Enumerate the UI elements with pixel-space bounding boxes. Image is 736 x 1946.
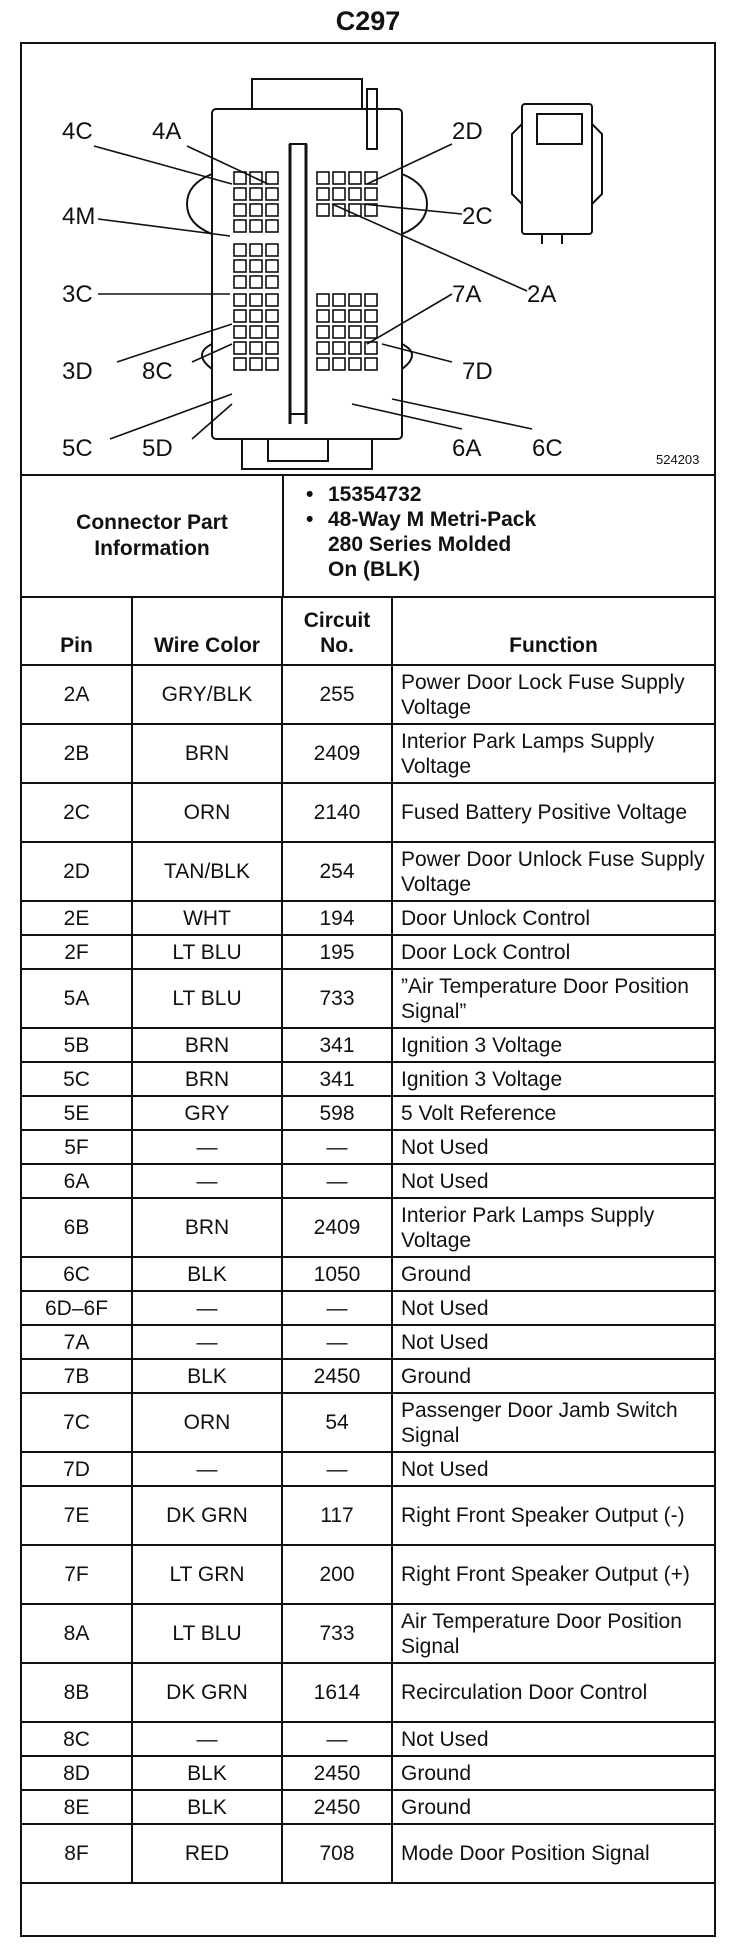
function-cell: Interior Park Lamps Supply Voltage bbox=[392, 1198, 714, 1257]
part-info-list bbox=[284, 476, 714, 596]
terminal-cavity bbox=[266, 294, 278, 306]
callout-2d: 2D bbox=[452, 118, 483, 145]
terminal-cavity bbox=[266, 342, 278, 354]
terminal-cavity bbox=[250, 310, 262, 322]
terminal-cavity bbox=[349, 188, 361, 200]
function-cell: Power Door Unlock Fuse Supply Voltage bbox=[392, 842, 714, 901]
wire-color-cell: DK GRN bbox=[132, 1486, 282, 1545]
terminal-cavity bbox=[349, 294, 361, 306]
terminal-cavity bbox=[266, 244, 278, 256]
function-cell: Not Used bbox=[392, 1452, 714, 1486]
function-cell: Right Front Speaker Output (-) bbox=[392, 1486, 714, 1545]
terminal-cavity bbox=[266, 310, 278, 322]
function-cell: Ignition 3 Voltage bbox=[392, 1028, 714, 1062]
terminal-cavity bbox=[266, 172, 278, 184]
terminal-cavity bbox=[317, 204, 329, 216]
circuit-no-cell: 733 bbox=[282, 1604, 392, 1663]
function-cell: Ground bbox=[392, 1756, 714, 1790]
pin-cell: 5E bbox=[22, 1096, 132, 1130]
function-cell: Fused Battery Positive Voltage bbox=[392, 783, 714, 842]
circuit-no-cell: — bbox=[282, 1130, 392, 1164]
wire-color-cell: LT BLU bbox=[132, 1604, 282, 1663]
terminal-cavity bbox=[333, 342, 345, 354]
connector-part-information bbox=[22, 474, 714, 598]
table-row bbox=[22, 901, 714, 935]
terminal-cavity bbox=[365, 188, 377, 200]
wire-color-cell: — bbox=[132, 1325, 282, 1359]
terminal-cavity bbox=[266, 260, 278, 272]
pin-cell: 2F bbox=[22, 935, 132, 969]
terminal-cavity bbox=[317, 294, 329, 306]
table-row bbox=[22, 1452, 714, 1486]
wire-color-cell: BLK bbox=[132, 1790, 282, 1824]
terminal-cavity bbox=[349, 342, 361, 354]
terminal-cavity bbox=[234, 172, 246, 184]
circuit-no-cell: 1050 bbox=[282, 1257, 392, 1291]
terminal-cavity bbox=[234, 276, 246, 288]
terminal-cavity bbox=[250, 326, 262, 338]
function-cell: 5 Volt Reference bbox=[392, 1096, 714, 1130]
table-row bbox=[22, 1790, 714, 1824]
pin-cell: 8B bbox=[22, 1663, 132, 1722]
pin-cell: 8C bbox=[22, 1722, 132, 1756]
table-row bbox=[22, 1198, 714, 1257]
function-cell: Passenger Door Jamb Switch Signal bbox=[392, 1393, 714, 1452]
pin-cell: 5F bbox=[22, 1130, 132, 1164]
wire-color-cell: BRN bbox=[132, 1028, 282, 1062]
table-row bbox=[22, 783, 714, 842]
wire-color-cell: LT GRN bbox=[132, 1545, 282, 1604]
wire-color-cell: LT BLU bbox=[132, 935, 282, 969]
terminal-cavity bbox=[333, 310, 345, 322]
terminal-cavity bbox=[250, 358, 262, 370]
wire-color-cell: — bbox=[132, 1291, 282, 1325]
connector-sheet bbox=[20, 42, 716, 1937]
table-row bbox=[22, 1756, 714, 1790]
circuit-no-cell: 341 bbox=[282, 1028, 392, 1062]
circuit-no-cell: 54 bbox=[282, 1393, 392, 1452]
terminal-cavity bbox=[317, 172, 329, 184]
circuit-no-cell: 708 bbox=[282, 1824, 392, 1883]
terminal-cavity bbox=[266, 326, 278, 338]
table-row bbox=[22, 1291, 714, 1325]
table-row bbox=[22, 1663, 714, 1722]
header-wire-color: Wire Color bbox=[132, 598, 282, 665]
terminal-cavity bbox=[317, 358, 329, 370]
header-circuit-no: Circuit No. bbox=[282, 598, 392, 665]
terminal-cavity bbox=[333, 172, 345, 184]
circuit-no-cell: 2140 bbox=[282, 783, 392, 842]
table-row bbox=[22, 1325, 714, 1359]
callout-7a: 7A bbox=[452, 281, 482, 308]
table-row bbox=[22, 1359, 714, 1393]
callout-7d: 7D bbox=[462, 358, 493, 385]
table-row bbox=[22, 665, 714, 724]
terminal-cavity bbox=[250, 276, 262, 288]
wire-color-cell: GRY/BLK bbox=[132, 665, 282, 724]
circuit-no-cell: 200 bbox=[282, 1545, 392, 1604]
table-row bbox=[22, 969, 714, 1028]
wire-color-cell: — bbox=[132, 1130, 282, 1164]
circuit-no-cell: 341 bbox=[282, 1062, 392, 1096]
pinout-table bbox=[22, 598, 714, 1884]
circuit-no-cell: — bbox=[282, 1325, 392, 1359]
wire-color-cell: — bbox=[132, 1722, 282, 1756]
pin-cell: 5C bbox=[22, 1062, 132, 1096]
pin-cell: 8F bbox=[22, 1824, 132, 1883]
function-cell: Not Used bbox=[392, 1325, 714, 1359]
pin-cell: 7B bbox=[22, 1359, 132, 1393]
wire-color-cell: BLK bbox=[132, 1257, 282, 1291]
pin-cell: 2D bbox=[22, 842, 132, 901]
pin-cell: 2E bbox=[22, 901, 132, 935]
terminal-cavity bbox=[234, 220, 246, 232]
terminal-cavity bbox=[250, 342, 262, 354]
function-cell: Interior Park Lamps Supply Voltage bbox=[392, 724, 714, 783]
terminal-cavity bbox=[234, 260, 246, 272]
callout-6a: 6A bbox=[452, 435, 482, 462]
pin-cell: 6A bbox=[22, 1164, 132, 1198]
circuit-no-cell: 255 bbox=[282, 665, 392, 724]
header-function: Function bbox=[392, 598, 714, 665]
circuit-no-cell: 2450 bbox=[282, 1756, 392, 1790]
terminal-cavity bbox=[365, 310, 377, 322]
wire-color-cell: WHT bbox=[132, 901, 282, 935]
function-cell: Not Used bbox=[392, 1291, 714, 1325]
terminal-cavity bbox=[234, 244, 246, 256]
pin-cell: 8A bbox=[22, 1604, 132, 1663]
pin-cell: 5A bbox=[22, 969, 132, 1028]
function-cell: Recirculation Door Control bbox=[392, 1663, 714, 1722]
terminal-cavity bbox=[333, 326, 345, 338]
callout-6c: 6C bbox=[532, 435, 563, 462]
table-row bbox=[22, 1545, 714, 1604]
circuit-no-cell: 1614 bbox=[282, 1663, 392, 1722]
callout-5c: 5C bbox=[62, 435, 93, 462]
pin-cell: 8E bbox=[22, 1790, 132, 1824]
table-row bbox=[22, 1257, 714, 1291]
circuit-no-cell: 194 bbox=[282, 901, 392, 935]
wire-color-cell: — bbox=[132, 1164, 282, 1198]
callout-8c: 8C bbox=[142, 358, 173, 385]
pin-cell: 2B bbox=[22, 724, 132, 783]
pin-cell: 2C bbox=[22, 783, 132, 842]
wire-color-cell: ORN bbox=[132, 783, 282, 842]
terminal-cavity bbox=[234, 358, 246, 370]
wire-color-cell: BRN bbox=[132, 1198, 282, 1257]
function-cell: Door Lock Control bbox=[392, 935, 714, 969]
wire-color-cell: BLK bbox=[132, 1359, 282, 1393]
pin-cell: 6D–6F bbox=[22, 1291, 132, 1325]
circuit-no-cell: 2450 bbox=[282, 1790, 392, 1824]
callout-3c: 3C bbox=[62, 281, 93, 308]
terminal-cavity bbox=[234, 342, 246, 354]
circuit-no-cell: — bbox=[282, 1452, 392, 1486]
function-cell: Not Used bbox=[392, 1722, 714, 1756]
terminal-cavity bbox=[266, 358, 278, 370]
circuit-no-cell: 2450 bbox=[282, 1359, 392, 1393]
function-cell: Ignition 3 Voltage bbox=[392, 1062, 714, 1096]
connector-type-line3: On (BLK) bbox=[328, 558, 421, 581]
circuit-no-cell: 733 bbox=[282, 969, 392, 1028]
pin-cell: 6C bbox=[22, 1257, 132, 1291]
callout-4m: 4M bbox=[62, 203, 96, 230]
wire-color-cell: BRN bbox=[132, 724, 282, 783]
table-row bbox=[22, 1604, 714, 1663]
table-row bbox=[22, 1164, 714, 1198]
terminal-cavity bbox=[349, 326, 361, 338]
circuit-no-cell: 254 bbox=[282, 842, 392, 901]
connector-diagram bbox=[22, 44, 714, 474]
function-cell: Door Unlock Control bbox=[392, 901, 714, 935]
pin-cell: 6B bbox=[22, 1198, 132, 1257]
terminal-cavity bbox=[266, 188, 278, 200]
terminal-cavity bbox=[234, 310, 246, 322]
wire-color-cell: GRY bbox=[132, 1096, 282, 1130]
callout-2c: 2C bbox=[462, 203, 493, 230]
function-cell: Ground bbox=[392, 1359, 714, 1393]
wire-color-cell: RED bbox=[132, 1824, 282, 1883]
terminal-cavity bbox=[250, 260, 262, 272]
terminal-cavity bbox=[250, 244, 262, 256]
terminal-cavity bbox=[365, 342, 377, 354]
connector-type-line1: 48-Way M Metri-Pack bbox=[328, 508, 537, 531]
part-number: 15354732 bbox=[328, 483, 422, 506]
terminal-cavity bbox=[250, 294, 262, 306]
function-cell: ”Air Temperature Door Position Signal” bbox=[392, 969, 714, 1028]
terminal-cavity bbox=[234, 188, 246, 200]
wire-color-cell: ORN bbox=[132, 1393, 282, 1452]
wire-color-cell: — bbox=[132, 1452, 282, 1486]
pin-cell: 7F bbox=[22, 1545, 132, 1604]
figure-number: 524203 bbox=[656, 452, 700, 467]
circuit-no-cell: — bbox=[282, 1722, 392, 1756]
terminal-cavity bbox=[250, 204, 262, 216]
table-row bbox=[22, 935, 714, 969]
table-row bbox=[22, 1062, 714, 1096]
pin-cell: 7D bbox=[22, 1452, 132, 1486]
function-cell: Ground bbox=[392, 1257, 714, 1291]
connector-face-illustration bbox=[22, 44, 714, 474]
circuit-no-cell: — bbox=[282, 1164, 392, 1198]
table-row bbox=[22, 1393, 714, 1452]
terminal-cavity bbox=[365, 294, 377, 306]
circuit-no-cell: 117 bbox=[282, 1486, 392, 1545]
pin-cell: 5B bbox=[22, 1028, 132, 1062]
function-cell: Power Door Lock Fuse Supply Voltage bbox=[392, 665, 714, 724]
wire-color-cell: BLK bbox=[132, 1756, 282, 1790]
table-row bbox=[22, 1096, 714, 1130]
part-info-label: Connector Part Information bbox=[22, 476, 284, 596]
table-row bbox=[22, 724, 714, 783]
terminal-cavity bbox=[365, 326, 377, 338]
terminal-cavity bbox=[266, 276, 278, 288]
terminal-cavity bbox=[317, 326, 329, 338]
pin-cell: 7C bbox=[22, 1393, 132, 1452]
circuit-no-cell: 598 bbox=[282, 1096, 392, 1130]
function-cell: Not Used bbox=[392, 1164, 714, 1198]
callout-3d: 3D bbox=[62, 358, 93, 385]
function-cell: Mode Door Position Signal bbox=[392, 1824, 714, 1883]
callout-5d: 5D bbox=[142, 435, 173, 462]
table-row bbox=[22, 1486, 714, 1545]
terminal-cavity bbox=[349, 310, 361, 322]
function-cell: Right Front Speaker Output (+) bbox=[392, 1545, 714, 1604]
pin-cell: 7A bbox=[22, 1325, 132, 1359]
terminal-cavity bbox=[234, 326, 246, 338]
bullet-icon: • bbox=[306, 508, 314, 531]
header-pin: Pin bbox=[22, 598, 132, 665]
terminal-cavity bbox=[349, 172, 361, 184]
terminal-cavity bbox=[317, 310, 329, 322]
function-cell: Not Used bbox=[392, 1130, 714, 1164]
terminal-cavity bbox=[333, 294, 345, 306]
table-row bbox=[22, 1130, 714, 1164]
terminal-cavity bbox=[349, 358, 361, 370]
wire-color-cell: TAN/BLK bbox=[132, 842, 282, 901]
function-cell: Air Temperature Door Position Signal bbox=[392, 1604, 714, 1663]
pin-cell: 8D bbox=[22, 1756, 132, 1790]
wire-color-cell: DK GRN bbox=[132, 1663, 282, 1722]
terminal-cavity bbox=[250, 188, 262, 200]
callout-2a: 2A bbox=[527, 281, 557, 308]
table-row bbox=[22, 842, 714, 901]
pin-cell: 2A bbox=[22, 665, 132, 724]
circuit-no-cell: 195 bbox=[282, 935, 392, 969]
circuit-no-cell: 2409 bbox=[282, 1198, 392, 1257]
callout-4a: 4A bbox=[152, 118, 182, 145]
terminal-cavity bbox=[333, 188, 345, 200]
terminal-cavity bbox=[266, 204, 278, 216]
function-cell: Ground bbox=[392, 1790, 714, 1824]
bullet-icon: • bbox=[306, 483, 314, 506]
terminal-cavity bbox=[333, 358, 345, 370]
terminal-cavity bbox=[234, 294, 246, 306]
terminal-cavity bbox=[365, 358, 377, 370]
callout-4c: 4C bbox=[62, 118, 93, 145]
table-row bbox=[22, 1824, 714, 1883]
terminal-cavity bbox=[266, 220, 278, 232]
table-row bbox=[22, 1722, 714, 1756]
terminal-cavity bbox=[250, 220, 262, 232]
terminal-cavity bbox=[234, 204, 246, 216]
wire-color-cell: LT BLU bbox=[132, 969, 282, 1028]
pin-cell: 7E bbox=[22, 1486, 132, 1545]
terminal-cavity bbox=[317, 188, 329, 200]
circuit-no-cell: 2409 bbox=[282, 724, 392, 783]
table-header-row bbox=[22, 598, 714, 665]
connector-title: C297 bbox=[335, 6, 401, 36]
wire-color-cell: BRN bbox=[132, 1062, 282, 1096]
connector-type-line2: 280 Series Molded bbox=[328, 533, 512, 556]
table-row bbox=[22, 1028, 714, 1062]
circuit-no-cell: — bbox=[282, 1291, 392, 1325]
terminal-cavity bbox=[317, 342, 329, 354]
